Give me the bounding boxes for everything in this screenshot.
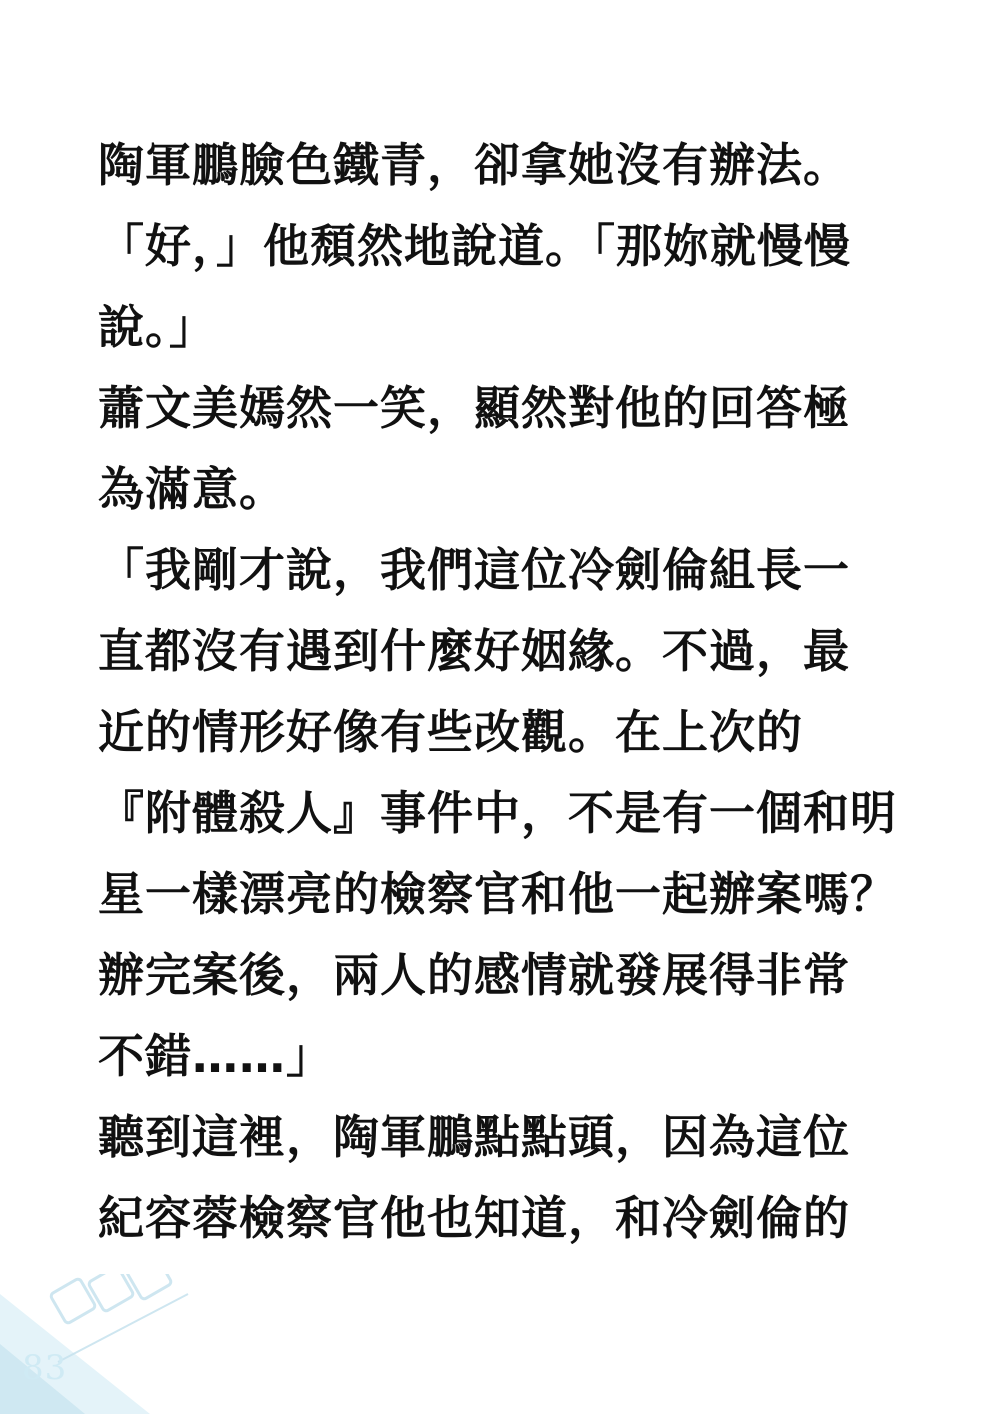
page-number: 83 [22,1348,68,1388]
text-line: 辦完案後，兩人的感情就發展得非常 [98,948,850,1002]
watermark-logo [48,1274,208,1374]
text-line: 『附體殺人』事件中，不是有一個和明 [98,786,897,840]
text-line: 星一樣漂亮的檢察官和他一起辦案嗎？ [98,867,897,921]
text-line: 陶軍鵬臉色鐵青，卻拿她沒有辦法。 [98,138,850,192]
text-line: 聽到這裡，陶軍鵬點點頭，因為這位 [98,1110,850,1164]
text-line: 「好，」他頹然地說道。「那妳就慢慢 [98,219,851,273]
text-line: 為滿意。 [98,462,286,516]
text-line: 蕭文美嫣然一笑，顯然對他的回答極 [98,381,850,435]
text-line: 不錯……」 [98,1029,333,1083]
text-line: 紀容蓉檢察官他也知道，和冷劍倫的 [98,1191,850,1245]
text-line: 直都沒有遇到什麼好姻緣。不過，最 [98,624,850,678]
text-line: 近的情形好像有些改觀。在上次的 [98,705,803,759]
text-line: 「我剛才說，我們這位冷劍倫組長一 [98,543,850,597]
text-line: 說。」 [98,300,216,354]
body-text [98,125,968,1259]
